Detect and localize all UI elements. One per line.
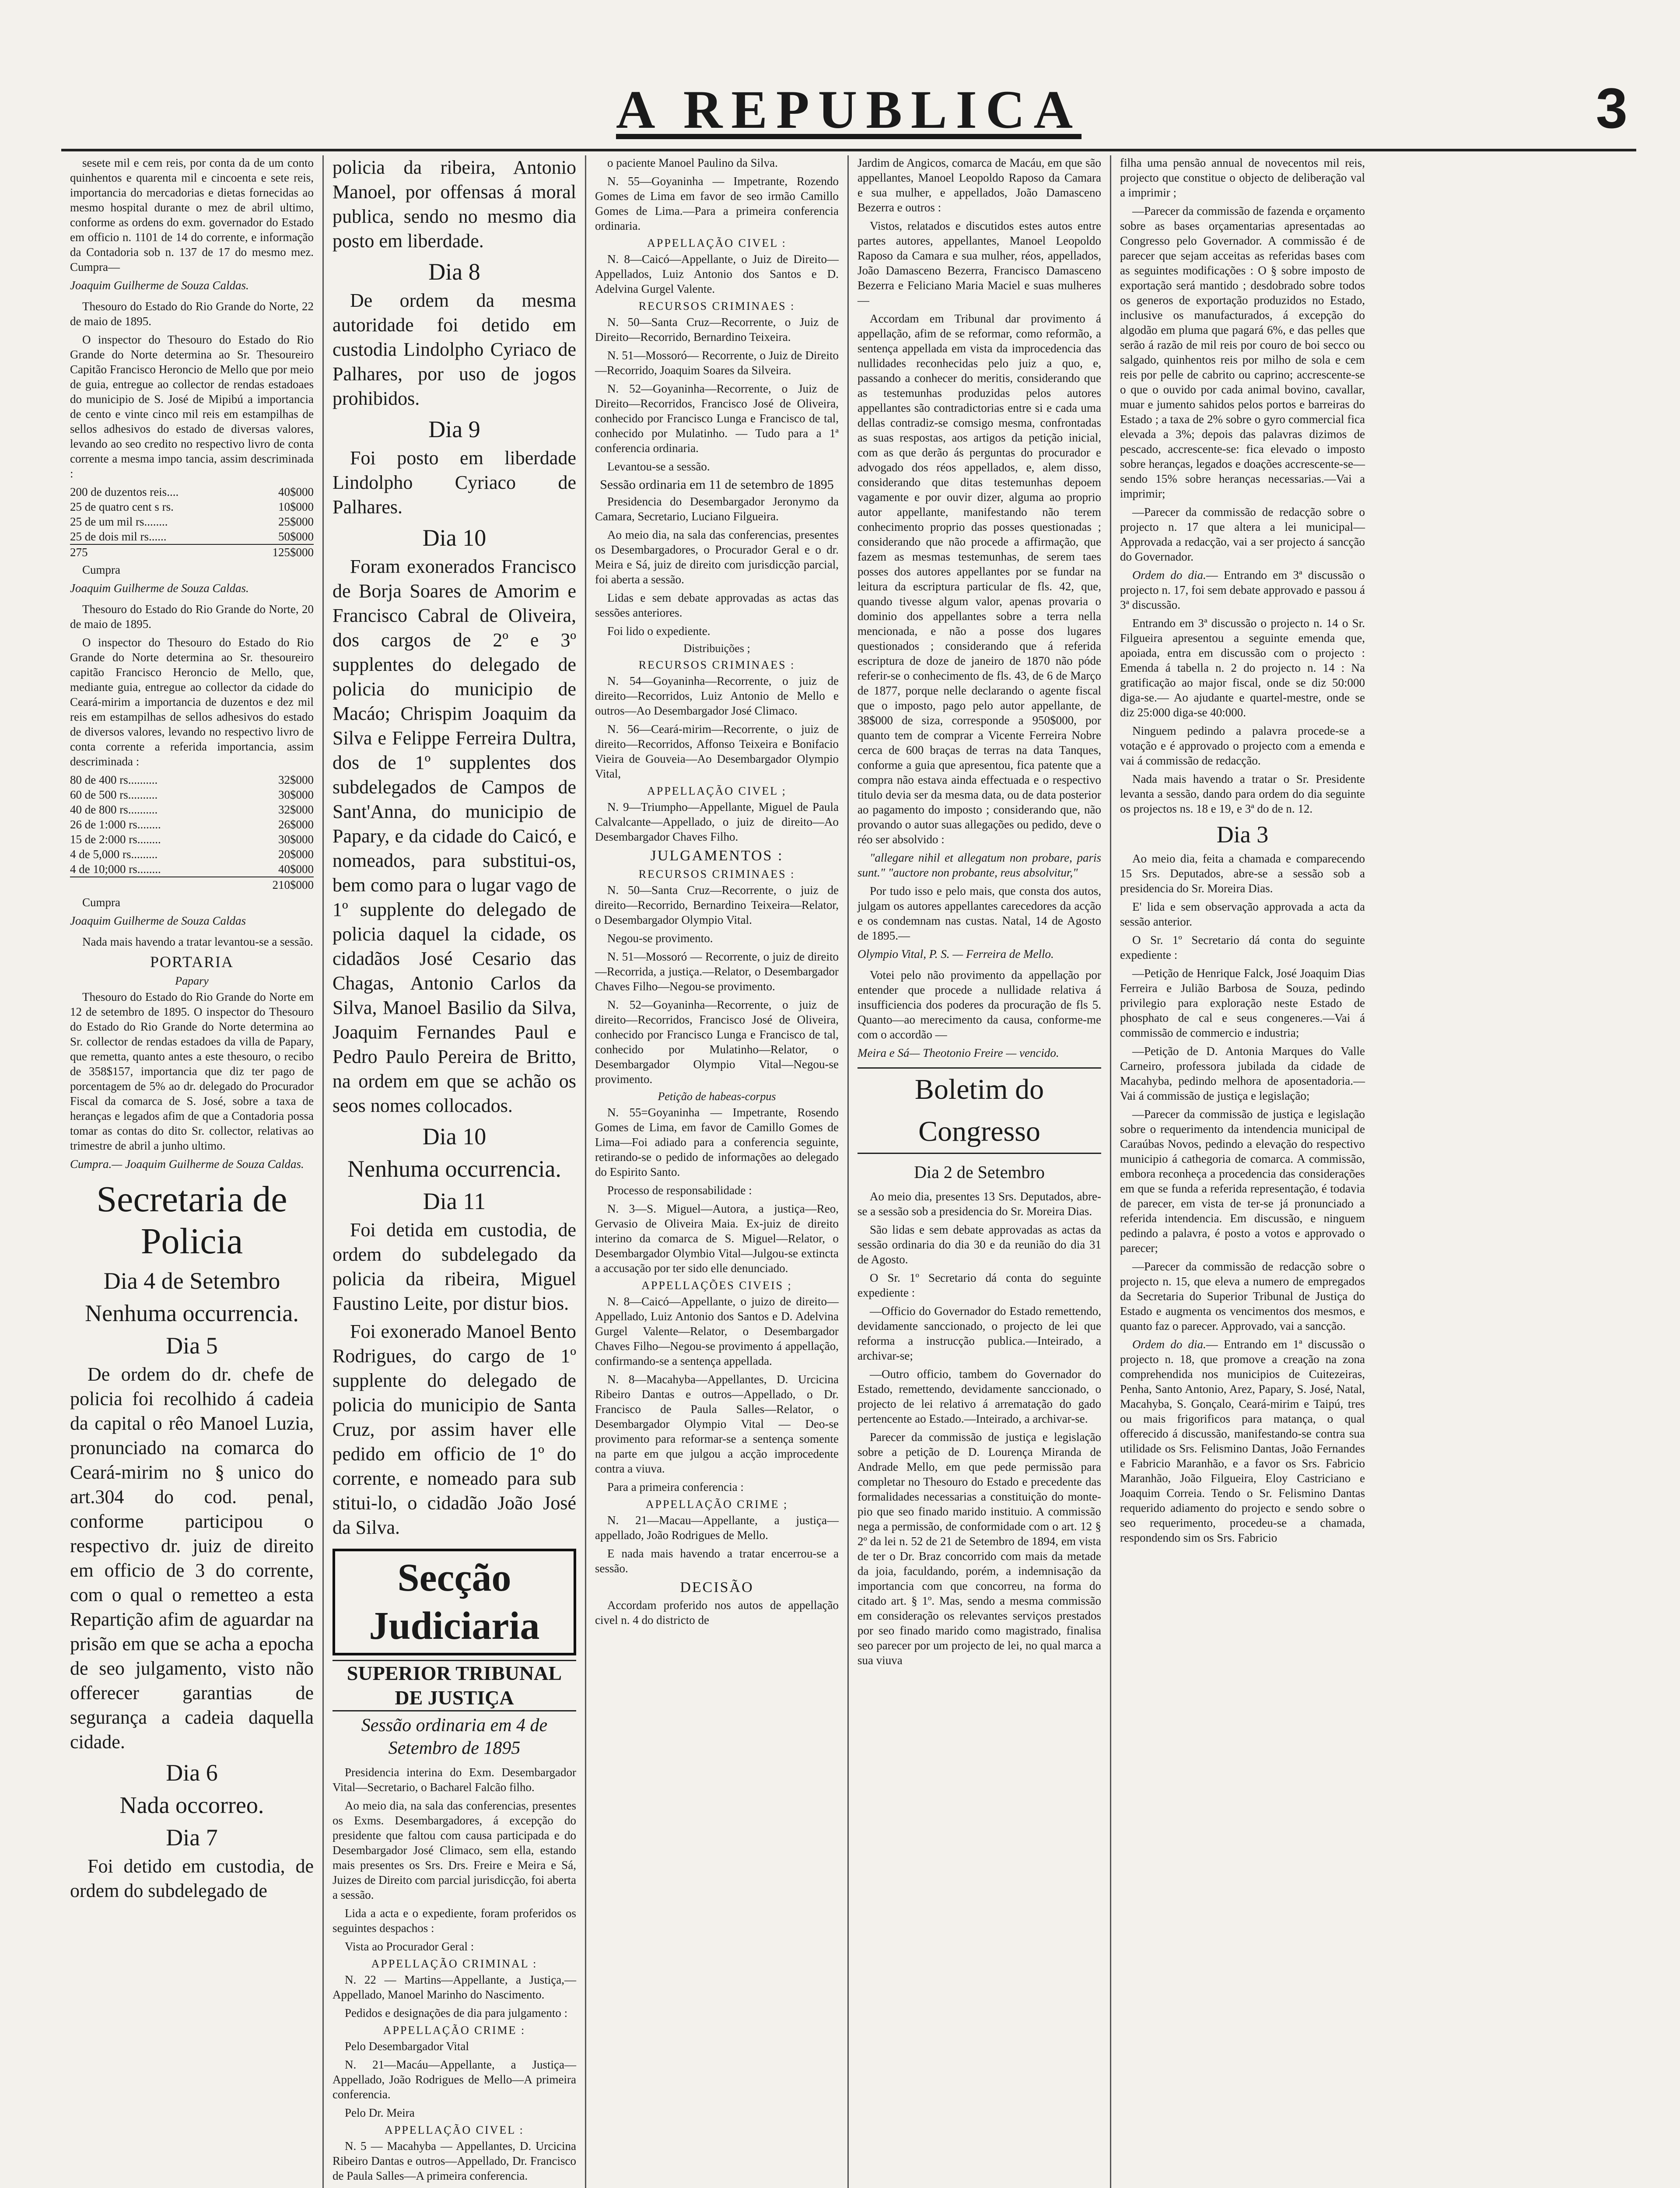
- subheading: RECURSOS CRIMINAES :: [638, 300, 795, 312]
- paragraph: Ao meio dia, feita a chamada e comparecendo 15 Srs. Deputados, abre-se a sessão sob a presidencia do Sr. Moreira Dias.: [1120, 852, 1365, 895]
- table-row: [70, 529, 314, 544]
- paragraph: Cumpra: [82, 563, 120, 576]
- table-cell: 200 de duzentos reis....: [70, 485, 179, 498]
- section-title-boletim: Boletim do Congresso: [858, 1067, 1101, 1154]
- table-cell: 32$000: [278, 773, 314, 786]
- occurrence-heading: Nenhuma occurrencia.: [85, 1300, 299, 1326]
- paragraph: Pelo Desembargador Vital: [345, 2040, 469, 2053]
- day-heading: Dia 6: [166, 1760, 218, 1786]
- table-cell: 10$000: [278, 500, 314, 513]
- paragraph: Nada mais havendo a tratar levantou-se a sessão.: [82, 935, 313, 948]
- paragraph: De ordem do dr. chefe de policia foi recolhido á cadeia da capital o rêo Manoel Luzia, pronunciado na comarca do Ceará-mirim no § unico do art.304 do cod. penal, conforme participou o respectivo dr. juiz de direito em officio de 3 do corrente, com o qual o remetteo a esta Repartição afim de aguardar na prisão em que se acha a epocha de seo julgamento, visto não offerecer garantias de segurança a cadeia daquella cidade.: [70, 1364, 314, 1753]
- signature: Joaquim Guilherme de Souza Caldas.: [70, 279, 249, 292]
- table-cell: 30$000: [278, 788, 314, 801]
- stamp-table-1: [70, 484, 314, 560]
- paragraph: Ao meio dia, na sala das conferencias, presentes os Desembargadores, o Procurador Geral e o dr. Meira e Sá, juiz de direito com jurisdicção parcial, foi aberta a sessão.: [595, 528, 839, 586]
- paragraph: Ninguem pedindo a palavra procede-se a votação e é approvado o projecto com a emenda e vai á commissão de redacção.: [1120, 724, 1365, 767]
- paragraph: Accordam em Tribunal dar provimento á appellação, afim de se reformar, como reformão, a sentença appellada em vista da improcedencia das nullidades reconhecidas pelo juiz a quo, e, passando a conhecer do meritis, considerando que as testemunhas produzidas pelos autores appellantes são contradictorias entre si e cada uma dellas contradiz-se comsigo mesma, confrontadas as suas respostas, aos artigos da petição inicial, com as que derão ás perguntas do procurador e advogado dos réos appellados, e, alem disso, considerando que ditas testemunhas depoem vagamente e por ouvir dizer, alguma ao proprio autor appellante, manifestando não terem conhecimento proprio das posses questionadas ; considerando que não procede a affirmação, que fazem as mesmas testemunhas, de serem taes posses dos autores appellantes por se fundar na leitura da escriptura particular de fls. 42, que, quando tivesse algum valor, apenas provaria o dominio dos appellantes sobre a terra nella mencionada, e não a posse dos lugares questionados ; considerando que á referida escriptura de doze de janeiro de 1870 não póde referir-se o conhecimento de fls. 43, de 6 de Março de 1877, porque nelle declarando o agente fiscal que o imposto, pago pelo autor appellante, de 38$000 de siza, corresponde a 950$000, por quanto tem de comprar a Vicente Ferreira Nobre cerca de 600 braças de terras na data Tanques, conforme a guia que apresentou, fica patente que a compra não estava ainda effectuada e o respectivo titulo devia ser da mesma data, ou de data posterior ao pagamento do imposto ; considerando que, não provando o autor suas allegações ou pedido, deve o réo ser absolvido :: [858, 312, 1101, 846]
- paragraph-text: — Entrando em 1ª discussão o projecto n. 18, que promove a creação na zona comprehendida nos municipios de Cuitezeiras, Penha, Santo Antonio, Arez, Papary, S. José, Natal, Macahyba, S. Gonçalo, Ceará-mirim e Taipú, tres ou mais frigorificos para matança, o qual offerecido á discussão, manifestando-se contra sua utilidade os Srs. Felismino Dantas, João Fernandes e Fabricio Maranhão, e a favor os Srs. Fabricio Maranhão, João Filgueira, Eloy Castriciano e Joaquim Correia. Tendo o Sr. Felismino Dantas requerido adiamento do projecto e sendo sobre o seo requerimento, procedeu-se a chamada, respondendo sim os Srs. Fabricio: [1120, 1338, 1365, 1544]
- table-cell: 50$000: [278, 530, 314, 543]
- paragraph: O Sr. 1º Secretario dá conta do seguinte expediente :: [1120, 933, 1365, 961]
- paragraph: Foi exonerado Manoel Bento Rodrigues, do cargo de 1º supplente do delegado de policia do municipio de Santa Cruz, por assim haver elle pedido em officio de 1º do corrente, e nomeado para sub stitui-lo, o cidadão João José da Silva.: [332, 1321, 576, 1538]
- paragraph: O inspector do Thesouro do Estado do Rio Grande do Norte determina ao Sr. Thesoureiro Capitão Francisco Heroncio de Mello que por meio de guia, entregue ao collector de rendas estadoaes do municipio de S. José de Mipibú a importancia de cento e vinte cinco mil reis em estampilhas de sellos adhesivos do estado de diversas valores, levando ao seo credito no respectivo livro de conta corrente a mesma impo tancia, assim descriminada :: [70, 333, 314, 480]
- paragraph: Para a primeira conferencia :: [607, 1480, 744, 1494]
- newspaper-title: A REPUBLICA: [616, 80, 1082, 140]
- paragraph: N. 50—Santa Cruz—Recorrente, o juiz de direito—Recorrido, Bernardino Teixeira—Relator, o Desembargador Olympio Vital.: [595, 884, 839, 926]
- paragraph: —Parecer da commissão de fazenda e orçamento sobre as bases orçamentarias apresentadas ao Congresso pelo Governador. A commissão é de parecer que sejam acceitas as referidas bases com as seguintes modificações : O § sobre imposto de exportação será mantido ; desdobrado sobre todos os generos de exportação produzidos no Estado, inclusive os manufacturados, á excepção do algodão em pluma que pagará 6%, e das pelles que serão á razão de mil reis por couro de boi secco ou salgado, quinhentos reis por milho de sola e cem reis por pelle de cabrito ou caprino; accrescente-se o que o ouvido por cada animal bovino, cavallar, muar e jumento sahidos pelos portos e barreiras do Estado ; a taxa de 2% sobre o gyro commercial fica elevada a 3%; depois das palavras dizimos de pescado, accrescente-se: fica elevado o imposto sobre heranças, legados e doações accrescente-se—sendo 15% sobre heranças necessarias.—Vai a imprimir;: [1120, 204, 1365, 500]
- paragraph: o paciente Manoel Paulino da Silva.: [607, 156, 778, 169]
- paragraph: Lidas e sem debate approvadas as actas das sessões anteriores.: [595, 591, 839, 619]
- table-row: [70, 499, 314, 514]
- paragraph: Foi posto em liberdade Lindolpho Cyriaco de Palhares.: [332, 447, 576, 518]
- paragraph: —Petição de Henrique Falck, José Joaquim Dias Ferreira e Julião Barbosa de Souza, pedindo privilegio para exploração neste Estado de phosphato de cal e seus congeneres.—Vai á commissão de commercio e industria;: [1120, 967, 1365, 1039]
- paragraph: Votei pelo não provimento da appellação por entender que procede a nullidade relativa á insufficiencia dos poderes da procuração de fls 5. Quanto—ao merecimento da causa, conforme-me com o accordão —: [858, 968, 1101, 1041]
- paragraph: O Sr. 1º Secretario dá conta do seguinte expediente :: [858, 1271, 1101, 1299]
- paragraph: Processo de responsabilidade :: [607, 1184, 752, 1197]
- table-total-row: [70, 877, 314, 892]
- subheading: APPELLAÇÃO CIVEL :: [385, 2124, 524, 2136]
- table-row: [70, 817, 314, 832]
- table-row: [70, 847, 314, 862]
- paragraph: N. 56—Ceará-mirim—Recorrente, o juiz de direito—Recorridos, Affonso Teixeira e Bonifacio Vieira de Gouveia—Ao Desembargador Olympio Vital,: [595, 722, 839, 780]
- paragraph: N. 21—Macáu—Appellante, a Justiça—Appellado, João Rodrigues de Mello—A primeira conferencia.: [332, 2058, 576, 2101]
- subheading: APPELLAÇÃO CRIMINAL :: [371, 1957, 538, 1970]
- occurrence-heading: Nenhuma occurrencia.: [347, 1156, 561, 1182]
- table-row: [70, 484, 314, 499]
- paragraph: [1120, 1337, 1365, 1545]
- subheading: APPELLAÇÃO CRIME :: [383, 2024, 526, 2037]
- paragraph: Ao meio dia, na sala das conferencias, presentes os Exms. Desembargadores, á excepção do presidente que faltou com causa participada e do Desembargador José Climaco, sem ella, estando mais presentes os Srs. Drs. Freire e Meira e Sá, Juizes de Direito com parcial jurisdicção, foi aberta a sessão.: [332, 1799, 576, 1901]
- paragraph-text: — Entrando em 3ª discussão o projecto n. 17, foi sem debate approvado e passou á 3ª discussão.: [1120, 568, 1365, 611]
- subheading: Petição de habeas-corpus: [658, 1090, 776, 1103]
- paragraph: —Parecer da commissão de redacção sobre o projecto n. 15, que eleva a numero de empregados da Secretaria do Superior Tribunal de Justiça do Estado e augmenta os vencimentos dos mesmos, e quanto faz o parecer. Approvado, vai a sancção.: [1120, 1260, 1365, 1332]
- table-cell: 80 de 400 rs..........: [70, 773, 158, 786]
- paragraph: N. 9—Triumpho—Appellante, Miguel de Paula Calvalcante—Appellado, o juiz de direito—Ao Desembargador Chaves Filho.: [595, 800, 839, 843]
- paragraph: Levantou-se a sessão.: [607, 460, 710, 473]
- paragraph: N. 52—Goyaninha—Recorrente, o juiz de direito—Recorridos, Francisco José de Oliveira, conhecido por Francisco Lunga e Francisco de tal, conhecido por Mulatinho—Relator, o Desembargador Olympio Vital—Negou-se provimento.: [595, 998, 839, 1086]
- latin-quote: "allegare nihil et allegatum non probare, paris sunt." "auctore non probante, reus absolvitur,": [858, 851, 1101, 879]
- table-cell: 32$000: [278, 803, 314, 816]
- page-number: 3: [1596, 76, 1628, 140]
- section-title-secretaria: Secretaria de Policia: [96, 1179, 287, 1262]
- table-cell: 25 de quatro cent s rs.: [70, 500, 174, 513]
- subheading: APPELLAÇÃO CRIME ;: [645, 1498, 788, 1511]
- section-title-seccao-judiciaria: Secção Judiciaria: [332, 1549, 576, 1655]
- day-heading: Dia 3: [1216, 821, 1269, 848]
- paragraph: N. 8—Macahyba—Appellantes, D. Urcicina Ribeiro Dantas e outros—Appellado, o Dr. Francisco de Paula Salles—Relator, o Desembargador Olympio Vital — Deo-se provimento para reformar-se a sentença somente na parte em que julgou a acção improcedente contra a viuva.: [595, 1373, 839, 1475]
- table-cell: 40 de 800 rs..........: [70, 803, 158, 816]
- column-5: [1111, 155, 1374, 2188]
- column-2: [324, 155, 586, 2188]
- paragraph: Jardim de Angicos, comarca de Macáu, em que são appellantes, Manoel Leopoldo Raposo da Camara e sua mulher, e appellados, João Damasceno Bezerra e outros :: [858, 156, 1101, 214]
- newspaper-page: [61, 66, 1636, 2188]
- paragraph: Parecer da commissão de justiça e legislação sobre a petição de D. Lourença Miranda de Andrade Mello, em que pede permissão para completar no Thesouro do Estado e precedente das formalidades necessarias a constituição do monte-pio que seo finado marido instituio. A commissão nega a permissão, de conformidade com o art. 12 § 2º da lei n. 52 de 21 de Setembro de 1894, em vista de ter o Dr. Braz concorrido com mais da metade da joia, faculdando, porém, a indemnisação da importancia com que concorreu, na forma do citado art. § 1º. Mas, sendo a mesma commissão em consideração os relevantes serviços prestados por seo finado marido como magistrado, finalisa seo parecer por um projecto de lei, no qual marca a sua viuva: [858, 1431, 1101, 1667]
- paragraph: Vista ao Procurador Geral :: [345, 1940, 474, 1953]
- table-cell: 4 de 5,000 rs.........: [70, 848, 158, 861]
- paragraph: N. 8—Caicó—Appellante, o Juiz de Direito—Appellados, Luiz Antonio dos Santos e D. Adelvina Gurgel Valente.: [595, 252, 839, 295]
- paragraph: —Parecer da commissão de justiça e legislação sobre o requerimento da intendencia municipal de Caraúbas Novos, pedindo a elevação do respectivo municipio á cathegoria de comarca. A commissão, embora reconheça a procedencia das considerações em que se funda a referida representação, é todavia de parecer, em vista de ter-se já pronunciado a referida intendencia. Em discussão, e ninguem pedindo a palavra, é posto a votos e approvado o parecer;: [1120, 1108, 1365, 1255]
- subheading: APPELLAÇÃO CIVEL ;: [647, 785, 787, 797]
- table-cell: 125$000: [272, 546, 314, 559]
- signature: Olympio Vital, P. S. — Ferreira de Mello.: [858, 947, 1054, 961]
- paragraph: São lidas e sem debate approvadas as actas da sessão ordinaria do dia 30 e da reunião do dia 31 de Agosto.: [858, 1223, 1101, 1266]
- paragraph: O inspector do Thesouro do Estado do Rio Grande do Norte determina ao Sr. thesoureiro capitão Francisco Heroncio de Mello, que, mediante guia, entregue ao collector da cidade do Ceará-mirim a importancia de duzentos e dez mil reis em estampilhas de sellos adhesivos do estado de diversos valores, levando no respectivo livro de conta corrente a referida importancia, assim descriminada :: [70, 636, 314, 768]
- paragraph: N. 55—Goyaninha — Impetrante, Rozendo Gomes de Lima em favor de seo irmão Camillo Gomes de Lima.—Para a primeira conferencia ordinaria.: [595, 175, 839, 232]
- paragraph: E' lida e sem observação approvada a acta da sessão anterior.: [1120, 900, 1365, 928]
- table-cell: 40$000: [278, 863, 314, 876]
- paragraph: Entrando em 3ª discussão o projecto n. 14 o Sr. Filgueira apresentou a seguinte emenda que, apoiada, entra em discussão com o projecto : Emenda á tabella n. 2 do projecto n. 14 : Na gratificação ao major fiscal, onde se diz 50:000 diga-se.— Ao ajudante e quartel-mestre, onde se diz 25:000 diga-se 40:000.: [1120, 617, 1365, 719]
- subheading: Distribuições ;: [683, 642, 750, 655]
- paragraph: N. 5 — Macahyba — Appellantes, D. Urcicina Ribeiro Dantas e outros—Appellado, Dr. Francisco de Paula Salles—A primeira conferencia.: [332, 2139, 576, 2182]
- occurrence-heading: Nada occorreo.: [119, 1792, 264, 1818]
- order-of-day-label: Ordem do dia.: [1132, 1338, 1206, 1351]
- subheading: JULGAMENTOS :: [650, 848, 784, 864]
- signature: Joaquim Guilherme de Souza Caldas.: [70, 582, 249, 595]
- portaria-heading: PORTARIA: [150, 953, 234, 971]
- column-1: [61, 155, 324, 2188]
- date-heading: Dia 2 de Setembro: [914, 1162, 1045, 1182]
- masthead: [61, 66, 1636, 151]
- paragraph: Foi detido em custodia, de ordem do subdelegado de: [70, 1855, 314, 1901]
- paragraph: N. 3—S. Miguel—Autora, a justiça—Reo, Gervasio de Oliveira Maia. Ex-juiz de direito interino da comarca de S. Miguel—Relator, o Desembargador Olymbio Vital—Julgou-se extincta a accusação por ter sido elle denunciado.: [595, 1202, 839, 1275]
- table-cell: 210$000: [272, 878, 314, 891]
- stamp-table-2: [70, 772, 314, 892]
- order-of-day-label: Ordem do dia.: [1132, 568, 1206, 582]
- day-heading: Dia 7: [166, 1824, 218, 1851]
- paragraph: —Outro officio, tambem do Governador do Estado, remettendo, devidamente sanccionado, o projecto de lei relativo á arrematação do gado pertencente ao Estado.—Inteirado, a archivar-se.: [858, 1368, 1101, 1425]
- paragraph: N. 50—Santa Cruz—Recorrente, o Juiz de Direito—Recorrido, Bernardino Teixeira.: [595, 316, 839, 344]
- table-cell: 30$000: [278, 833, 314, 846]
- day-heading: Dia 10: [422, 525, 486, 551]
- paragraph: Vistos, relatados e discutidos estes autos entre partes autores, appellantes, Manoel Leopoldo Raposo da Camara e sua mulher, réos, appellados, João Damasceno Bezerra, Francisco Damasceno Bezerra e Feliciano Maria Maciel e suas mulheres —: [858, 219, 1101, 307]
- table-cell: 26 de 1:000 rs........: [70, 818, 161, 831]
- paragraph: Lida a acta e o expediente, foram proferidos os seguintes despachos :: [332, 1907, 576, 1935]
- paragraph: Foi detida em custodia, de ordem do subdelegado da policia da ribeira, Miguel Faustino Leite, por distur bios.: [332, 1219, 576, 1314]
- table-row: [70, 802, 314, 817]
- paragraph: N. 22 — Martins—Appellante, a Justiça,—Appellado, Manoel Marinho do Nascimento.: [332, 1973, 576, 2001]
- table-cell: 25$000: [278, 515, 314, 528]
- subheading: APPELLAÇÕES CIVEIS ;: [641, 1279, 792, 1292]
- table-row: [70, 787, 314, 802]
- table-cell: 26$000: [278, 818, 314, 831]
- paragraph: filha uma pensão annual de novecentos mil reis, projecto que constitue o objecto de deliberação val a imprimir ;: [1120, 156, 1365, 199]
- paragraph: N. 55=Goyaninha — Impetrante, Rosendo Gomes de Lima, em favor de Camillo Gomes de Lima—Foi adiado para a conferencia seguinte, retirando-se o pedido de informações ao delegado do Espirito Santo.: [595, 1106, 839, 1178]
- paragraph: N. 8—Caicó—Appellante, o juizo de direito—Appellado, Luiz Antonio dos Santos e D. Adelvina Gurgel Valente—Relator, o Desembargador Chaves Filho—Negou-se provimento á appellação, confirmando-se a sentença appellada.: [595, 1295, 839, 1368]
- paragraph: N. 51—Mossoró — Recorrente, o juiz de direito—Recorrida, a justiça.—Relator, o Desembargador Chaves Filho—Negou-se provimento.: [595, 950, 839, 993]
- table-cell: 40$000: [278, 485, 314, 498]
- day-heading: Dia 9: [428, 416, 480, 442]
- paragraph: Presidencia do Desembargador Jeronymo da Camara, Secretario, Luciano Filgueira.: [595, 495, 839, 523]
- table-row: [70, 514, 314, 529]
- columns: [61, 155, 1636, 2188]
- paragraph: Thesouro do Estado do Rio Grande do Norte em 12 de setembro de 1895. O inspector do Thesouro do Estado do Rio Grande do Norte determina ao Sr. collector de rendas estadoes da villa de Papary, que remetta, quanto antes a este thesouro, o recibo de 358$157, importancia que diz ter pago de porcentagem de 5% ao dr. delegado do Procurador Fiscal da comarca de S. José, sobre a taxa de heranças e legados afim de que a Contadoria possa tomar as contas do dito Sr. collector, relativas ao trimestre de abril a junho ultimo.: [70, 990, 314, 1152]
- paragraph: Cumpra: [82, 896, 120, 909]
- paragraph: —Officio do Governador do Estado remettendo, devidamente sanccionado, o projecto de lei que reforma a instrucção publica.—Inteirado, a archivar-se;: [858, 1304, 1101, 1362]
- table-cell: 275: [70, 546, 88, 559]
- paragraph: Accordam proferido nos autos de appellação civel n. 4 do districto de: [595, 1599, 839, 1627]
- paragraph: Foi lido o expediente.: [607, 624, 710, 638]
- paragraph: Ao meio dia, presentes 13 Srs. Deputados, abre-se a sessão sob a presidencia do Sr. Moreira Dias.: [858, 1190, 1101, 1218]
- portaria-subheading: Papary: [175, 975, 209, 987]
- session-heading: Sessão ordinaria em 4 de Setembro de 1895: [361, 1715, 548, 1758]
- table-cell: 15 de 2:000 rs........: [70, 833, 161, 846]
- paragraph: Thesouro do Estado do Rio Grande do Norte, 20 de maio de 1895.: [70, 603, 314, 631]
- court-heading: SUPERIOR TRIBUNAL DE JUSTIÇA: [332, 1660, 576, 1711]
- table-cell: 4 de 10;000 rs........: [70, 863, 161, 876]
- paragraph: Foram exonerados Francisco de Borja Soares de Amorim e Francisco Cabral de Oliveira, dos cargos de 2º e 3º supplentes do delegado de policia do municipio de Macáo; Chrispim Joaquim da Silva e Felippe Ferreira Dultra, dos de 1º supplentes dos subdelegados de Campos de Sant'Anna, do municipio de Papary, e da cidade do Caicó, e nomeados, para substitui-os, bem como para o lugar vago de 1º supplente do delegado de policia daquel la cidade, os cidadãos José Cesario das Chagas, Antonio Carlos da Silva, Manoel Basilio da Silva, Joaquim Fernandes Paul e Pedro Paulo Pereira de Britto, na ordem em que se achão os seos nomes collocados.: [332, 556, 576, 1116]
- subheading: DECISÃO: [680, 1579, 754, 1595]
- table-cell: 20$000: [278, 848, 314, 861]
- paragraph: —Petição de D. Antonia Marques do Valle Carneiro, professora jubilada da cidade de Macahyba, pedindo melhora de aposentadoria.—Vai á commissão de justiça e legislação;: [1120, 1045, 1365, 1102]
- signature: Joaquim Guilherme de Souza Caldas: [70, 914, 246, 927]
- paragraph: Pelo Dr. Meira: [345, 2106, 415, 2119]
- table-row: [70, 832, 314, 847]
- day-heading: Dia 10: [422, 1123, 486, 1150]
- session-heading: Sessão ordinaria em 11 de setembro de 1895: [600, 477, 834, 492]
- paragraph: [1120, 568, 1365, 612]
- paragraph: Por tudo isso e pelo mais, que consta dos autos, julgam os autores appellantes carecedores da acção e os condemnam nas custas. Natal, 14 de Agosto de 1895.—: [858, 884, 1101, 942]
- paragraph: Nada mais havendo a tratar o Sr. Presidente levanta a sessão, dando para ordem do dia seguinte os projectos ns. 18 e 19, e 3ª do de n. 12.: [1120, 772, 1365, 815]
- day-heading: Dia 11: [423, 1188, 486, 1214]
- signature: Meira e Sá— Theotonio Freire — vencido.: [858, 1046, 1059, 1059]
- date-heading: Dia 4 de Setembro: [103, 1268, 280, 1294]
- table-cell: 60 de 500 rs..........: [70, 788, 158, 801]
- paragraph: N. 52—Goyaninha—Recorrente, o Juiz de Direito—Recorridos, Francisco José de Oliveira, conhecido por Francisco Lunga e Francisco de tal, conhecido por Mulatinho. — Tudo para a 1ª conferencia ordinaria.: [595, 382, 839, 455]
- paragraph: —Parecer da commissão de redacção sobre o projecto n. 17 que altera a lei municipal—Approvada a redacção, vai a ser projecto á sancção do Governador.: [1120, 505, 1365, 563]
- paragraph: N. 51—Mossoró— Recorrente, o Juiz de Direito—Recorrido, Joaquim Soares da Silveira.: [595, 349, 839, 377]
- day-heading: Dia 5: [166, 1332, 218, 1359]
- table-total-row: [70, 544, 314, 560]
- signature: Cumpra.— Joaquim Guilherme de Souza Caldas.: [70, 1157, 304, 1171]
- subheading: RECURSOS CRIMINAES :: [638, 868, 795, 880]
- paragraph: sesete mil e cem reis, por conta da de um conto quinhentos e quarenta mil e cincoenta e sete reis, importancia do mercadorias e dietas fornecidas ao mesmo hospital durante o mez de abril ultimo, conforme as ordens do exm. governador do Estado em officio n. 1101 de 14 do corrente, e informação da Contadoria sob n. 137 de 17 do mesmo mez. Cumpra—: [70, 156, 314, 274]
- paragraph: Thesouro do Estado do Rio Grande do Norte, 22 de maio de 1895.: [70, 300, 314, 328]
- paragraph: policia da ribeira, Antonio Manoel, por offensas á moral publica, sendo no mesmo dia posto em liberdade.: [332, 157, 576, 252]
- table-row: [70, 772, 314, 787]
- paragraph: E nada mais havendo a tratar encerrou-se a sessão.: [595, 1547, 839, 1575]
- day-heading: Dia 8: [428, 259, 480, 285]
- column-4: [849, 155, 1111, 2188]
- paragraph: Pedidos e designações de dia para julgamento :: [345, 2006, 568, 2020]
- paragraph: Presidencia interina do Exm. Desembargador Vital—Secretario, o Bacharel Falcão filho.: [332, 1766, 576, 1794]
- paragraph: N. 21—Macau—Appellante, a justiça—appellado, João Rodrigues de Mello.: [595, 1514, 839, 1542]
- table-row: [70, 862, 314, 877]
- paragraph: N. 54—Goyaninha—Recorrente, o juiz de direito—Recorridos, Luiz Antonio de Mello e outros—Ao Desembargador José Climaco.: [595, 674, 839, 717]
- subheading: APPELLAÇÃO CIVEL :: [647, 237, 787, 249]
- paragraph: De ordem da mesma autoridade foi detido em custodia Lindolpho Cyriaco de Palhares, por uso de jogos prohibidos.: [332, 290, 576, 409]
- table-cell: 25 de dois mil rs......: [70, 530, 167, 543]
- subheading: RECURSOS CRIMINAES :: [638, 659, 795, 671]
- column-3: [586, 155, 849, 2188]
- table-cell: 25 de um mil rs........: [70, 515, 168, 528]
- paragraph: Negou-se provimento.: [607, 932, 713, 945]
